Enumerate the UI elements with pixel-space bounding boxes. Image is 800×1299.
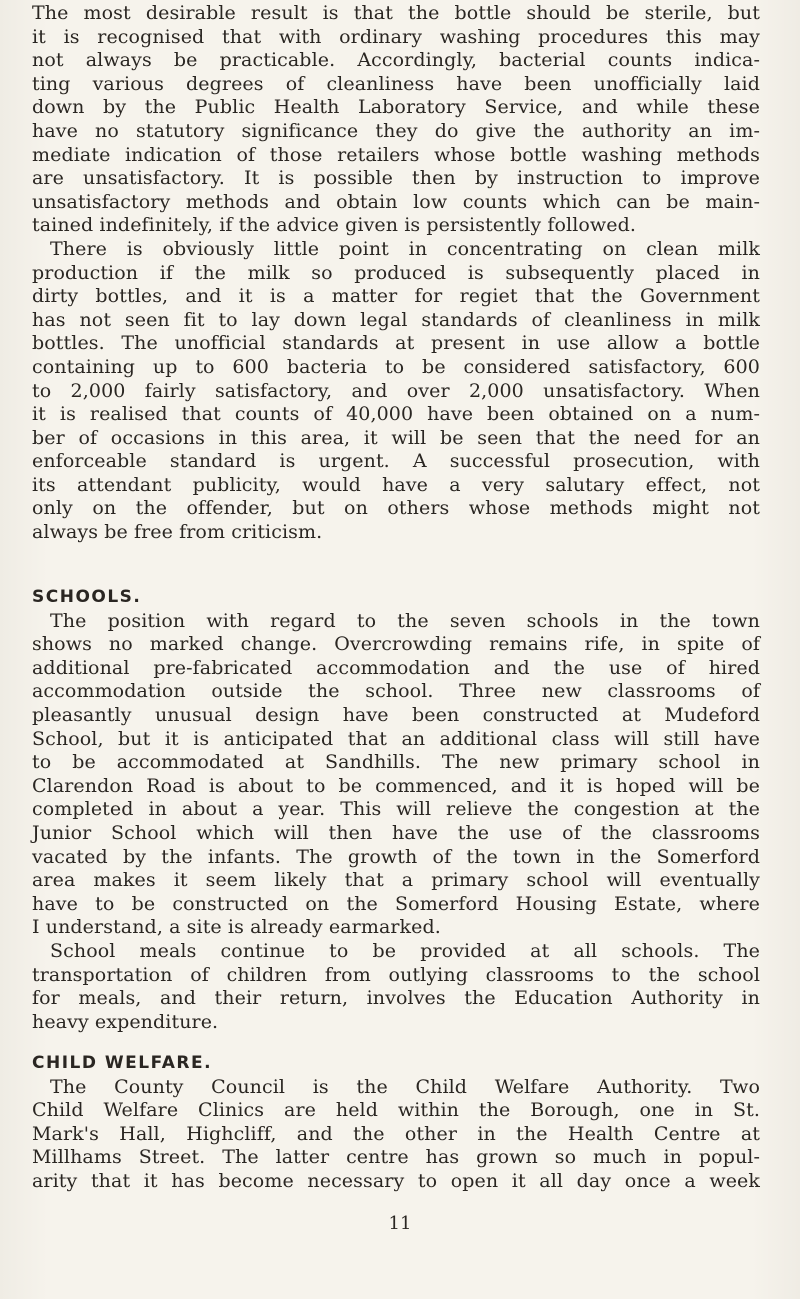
page-number: 11 (388, 1213, 412, 1234)
text-line: have to be constructed on the Somerford Housing Estate, where (32, 892, 760, 915)
text-line: bottles. The unofficial standards at present in use allow a bottle (32, 332, 760, 355)
text-line: ber of occasions in this area, it will be seen that the need for an (32, 426, 760, 449)
text-line: arity that it has become necessary to open it all day once a week (32, 1169, 760, 1192)
schools-heading: SCHOOLS. (32, 587, 142, 607)
text-line: accommodation outside the school. Three new classrooms of (32, 680, 760, 703)
text-line: The County Council is the Child Welfare Authority. Two (50, 1075, 760, 1098)
text-line: I understand, a site is already earmarked. (32, 916, 441, 939)
text-line: tained indefinitely, if the advice given is persistently followed. (32, 214, 637, 237)
child-welfare-section (32, 1052, 760, 1194)
text-line: have no statutory significance they do give the authority an im- (32, 119, 760, 142)
text-line: transportation of children from outlying classrooms to the school (32, 963, 760, 986)
text-line: its attendant publicity, would have a very salutary effect, not (32, 473, 760, 496)
text-line: not always be practicable. Accordingly, bacterial counts indica- (32, 49, 760, 72)
text-line: Millhams Street. The latter centre has grown so much in popul- (32, 1146, 760, 1169)
text-line: pleasantly unusual design have been constructed at Mudeford (32, 703, 760, 726)
child-welfare-heading: CHILD WELFARE. (32, 1053, 213, 1073)
text-line: mediate indication of those retailers whose bottle washing methods (32, 143, 760, 166)
text-line: completed in about a year. This will relieve the congestion at the (32, 798, 760, 821)
text-line: ting various degrees of cleanliness have been unofficially laid (32, 72, 760, 95)
text-line: heavy expenditure. (32, 1010, 219, 1033)
text-line: vacated by the infants. The growth of the town in the Somerford (32, 845, 760, 868)
text-line: enforceable standard is urgent. A successful prosecution, with (32, 450, 760, 473)
text-line: to 2,000 fairly satisfactory, and over 2,000 unsatisfactory. When (32, 379, 760, 402)
text-line: production if the milk so produced is subsequently placed in (32, 261, 760, 284)
text-line: Child Welfare Clinics are held within the Borough, one in St. (32, 1099, 760, 1122)
text-line: has not seen fit to lay down legal standards of cleanliness in milk (32, 308, 760, 331)
text-line: The most desirable result is that the bottle should be sterile, but (32, 2, 760, 24)
text-line: There is obviously little point in concentrating on clean milk (50, 237, 760, 260)
text-line: containing up to 600 bacteria to be considered satisfactory, 600 (32, 355, 760, 378)
text-line: Clarendon Road is about to be commenced, and it is hoped will be (32, 774, 760, 797)
text-line: dirty bottles, and it is a matter for regiet that the Government (32, 285, 760, 308)
milk-bottles-section (32, 2, 760, 545)
text-line: it is realised that counts of 40,000 have been obtained on a num- (32, 403, 760, 426)
text-line: School, but it is anticipated that an additional class will still have (32, 727, 760, 750)
text-line: down by the Public Health Laboratory Service, and while these (32, 96, 760, 119)
text-line: shows no marked change. Overcrowding remains rife, in spite of (32, 633, 760, 656)
text-line: The position with regard to the seven schools in the town (50, 609, 760, 632)
text-line: Junior School which will then have the use of the classrooms (32, 821, 760, 844)
text-line: always be free from criticism. (32, 521, 323, 544)
text-line: additional pre-fabricated accommodation and the use of hired (32, 656, 760, 679)
text-line: School meals continue to be provided at all schools. The (50, 939, 760, 962)
text-line: for meals, and their return, involves the Education Authority in (32, 987, 760, 1010)
text-line: unsatisfactory methods and obtain low counts which can be main- (32, 190, 760, 213)
schools-section (32, 586, 760, 1034)
text-line: to be accommodated at Sandhills. The new primary school in (32, 751, 760, 774)
text-line: are unsatisfactory. It is possible then by instruction to improve (32, 167, 760, 190)
text-line: Mark's Hall, Highcliff, and the other in the Health Centre at (32, 1122, 760, 1145)
text-line: only on the offender, but on others whose methods might not (32, 497, 760, 520)
text-line: area makes it seem likely that a primary school will eventually (32, 869, 760, 892)
text-line: it is recognised that with ordinary washing procedures this may (32, 25, 760, 48)
